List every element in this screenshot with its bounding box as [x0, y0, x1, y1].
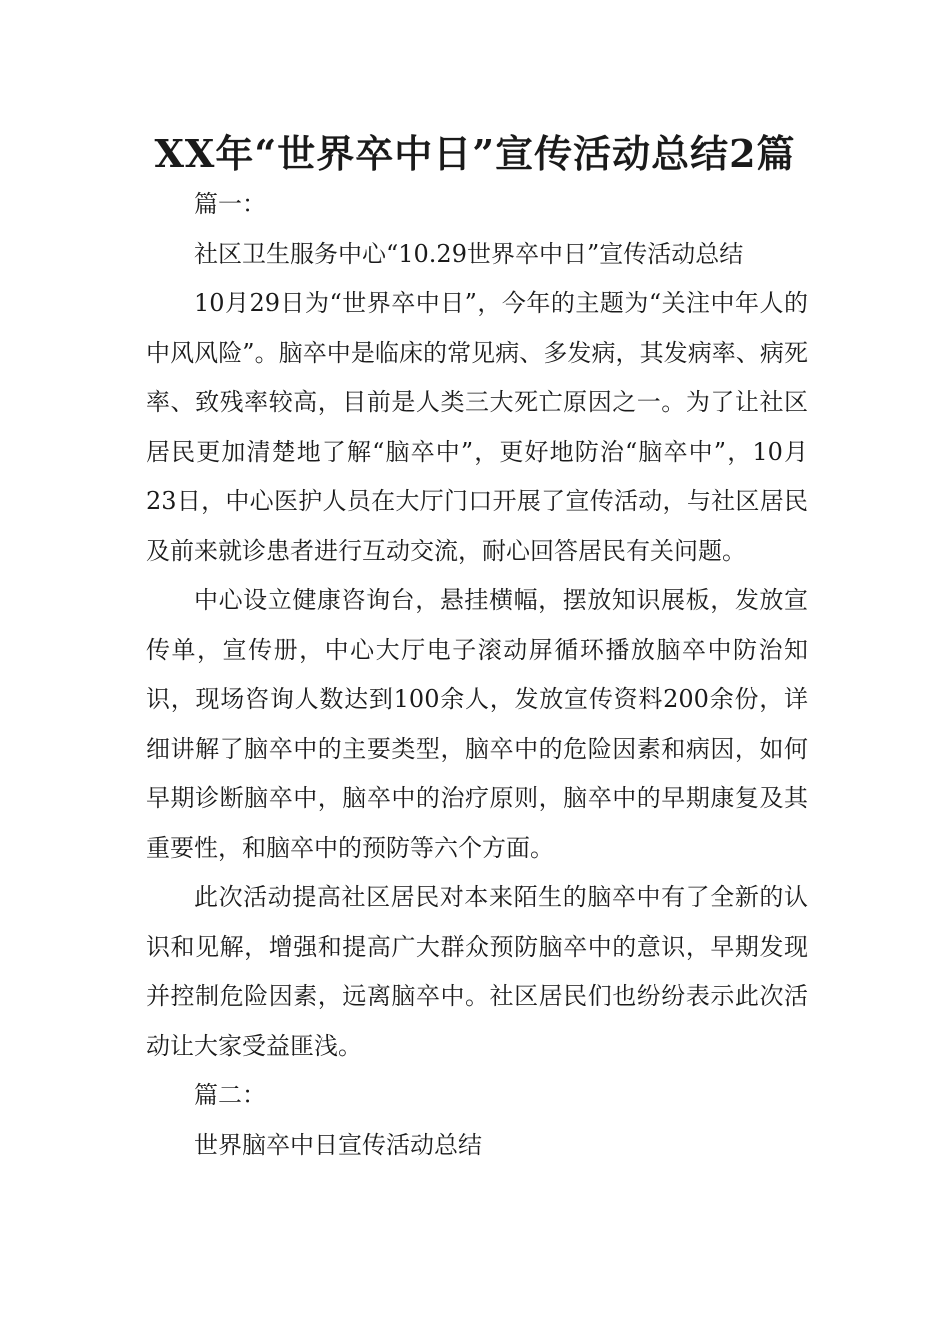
body-paragraph: 此次活动提高社区居民对本来陌生的脑卒中有了全新的认识和见解，增强和提高广大群众预防脑卒中的意识，早期发现并控制危险因素，远离脑卒中。社区居民们也纷纷表示此次活动让大家受益匪浅。 [146, 883, 808, 1060]
section-label-one: 篇一： [194, 190, 266, 218]
section-heading-one: 社区卫生服务中心“10.29世界卒中日”宣传活动总结 [194, 239, 744, 268]
section-heading-two: 世界脑卒中日宣传活动总结 [194, 1130, 482, 1159]
document-body [146, 180, 808, 1170]
body-paragraph: 中心设立健康咨询台，悬挂横幅，摆放知识展板，发放宣传单，宣传册，中心大厅电子滚动屏循环播放脑卒中防治知识，现场咨询人数达到100余人，发放宣传资料200余份，详细讲解了脑卒中的主要类型，脑卒中的危险因素和病因，如何早期诊断脑卒中，脑卒中的治疗原则，脑卒中的早期康复及其重要性，和脑卒中的预防等六个方面。 [146, 586, 808, 862]
document-title: XX年“世界卒中日”宣传活动总结2篇 [154, 131, 796, 176]
section-label-two: 篇二： [194, 1081, 266, 1109]
body-paragraph: 10月29日为“世界卒中日”，今年的主题为“关注中年人的中风风险”。脑卒中是临床的常见病、多发病，其发病率、病死率、致残率较高，目前是人类三大死亡原因之一。为了让社区居民更加清楚地了解“脑卒中”，更好地防治“脑卒中”，10月23日，中心医护人员在大厅门口开展了宣传活动，与社区居民及前来就诊患者进行互动交流，耐心回答居民有关问题。 [146, 289, 808, 565]
